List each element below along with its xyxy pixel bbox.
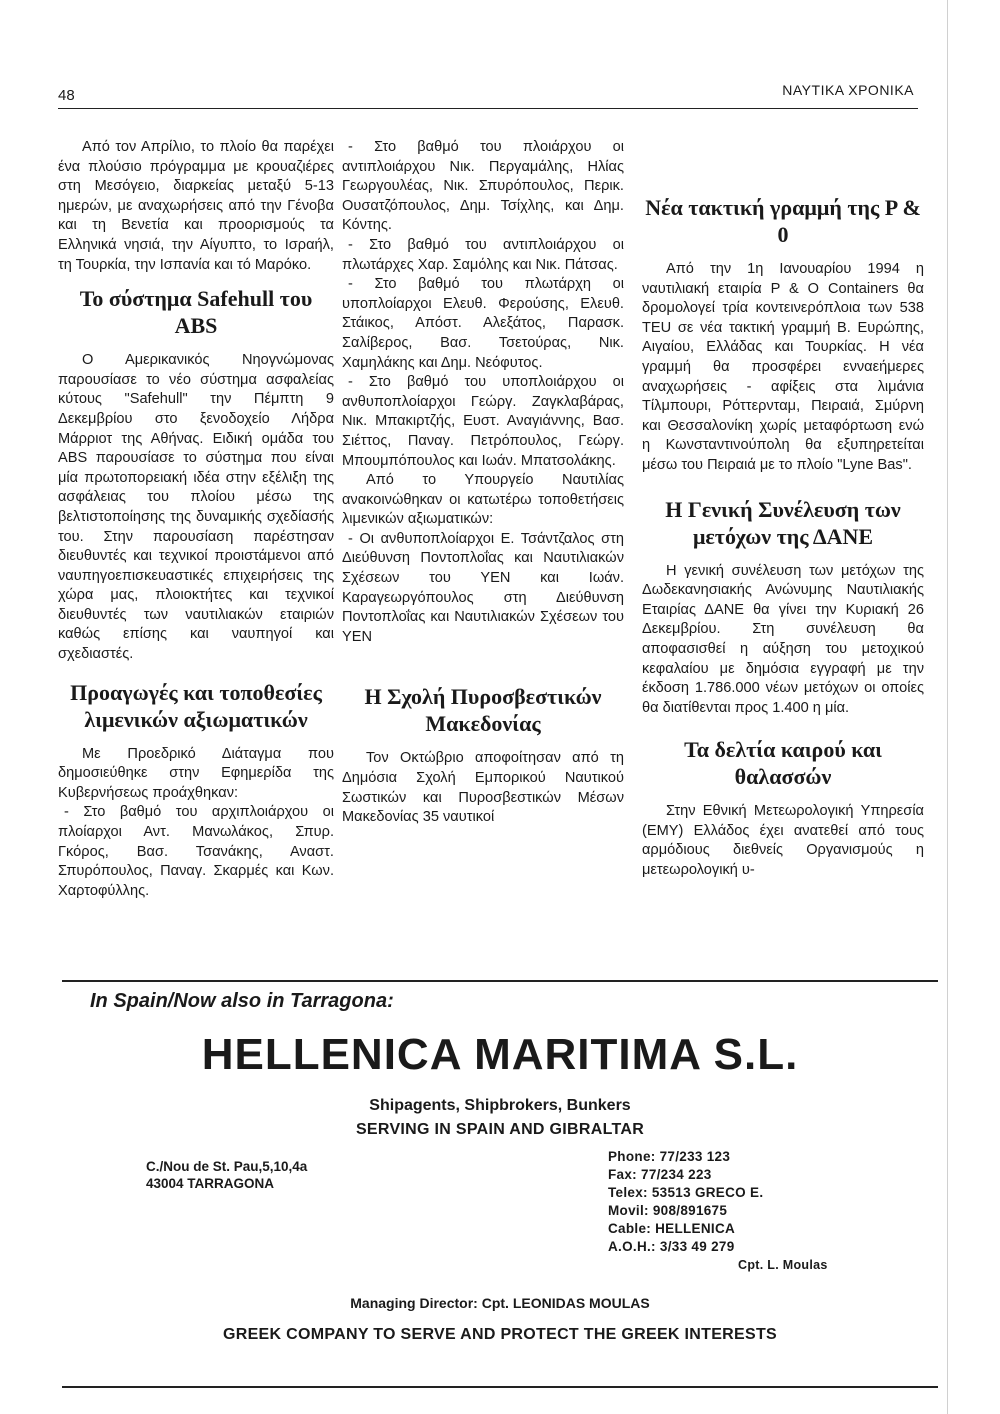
page-edge-line xyxy=(947,0,948,1414)
ad-company-name: HELLENICA MARITIMA S.L. xyxy=(201,1030,799,1079)
article-intro: Από τον Απρίλιο, το πλοίο θα παρέχει ένα πλούσιο πρόγραμμα με κρουαζιέρες στη Μεσόγειο, διαρκείας μεταξύ 5-13 ημερών, με αναχωρήσεις από την Γένοβα και τη Βενετία και προορισμούς τα Ελληνικά νησιά, την Αίγυπτο, το Ισραήλ, τη Τουρκία, την Ισπανία και τό Μαρόκο. xyxy=(58,139,334,273)
ad-fax: Fax: 77/234 223 xyxy=(608,1167,712,1182)
safehull-body: Ο Αμερικανικός Νηογνώμονας παρουσίασε το νέο σύστημα ασφαλείας κύτους "Safehull" την Πέμπτη 9 Δεκεμβρίου στο ξενοδοχείο Λήδρα Μάρριοτ της Αθήνας. Ειδική ομάδα του ABS παρουσίασε το σύστημα που είναι μία πρωτοπορειακή ιδέα στην εξέλιξη της ασφάλειας του πλοίου μέσω της βελτιστοποίησης της δυναμικής σχεδίασής του. Στην παρουσίαση παρέστησαν διευθυντές και τεχνικοί προιστάμενοι από ναυπηγοεπισκευαστικές επιχειρήσεις της χώρα μας, πλοιοκτήτες και τεχνικοί διευθυντές των ναυτιλιακών εταιριών καθώς επίσης και ναυπηγοί και σχεδιαστές. xyxy=(58,352,334,663)
ad-address-city: 43004 TARRAGONA xyxy=(146,1176,275,1191)
ad-contacts xyxy=(608,1148,828,1274)
school-body: Τον Οκτώβριο αποφοίτησαν από τη Δημόσια Σχολή Εμπορικού Ναυτικού Σωστικών και Πυροσβεστικών Μέσων Μακεδονίας 35 ναυτικοί xyxy=(342,750,624,826)
dane-body: Η γενική συνέλευση των μετόχων της Δωδεκανησιακής Ανώνυμης Ναυτιλιακής Εταιρίας ΔΑΝΕ θα γίνει την Κυριακή 26 Δεκεμβρίου. Στη συνέλευση θα αποφασισθεί η αύξηση του μετοχικού κεφαλαίου με δημόσια εγγραφή με την έκδοση 1.786.000 νέων μετόχων οι οποίες θα διατίθενται προς 1.400 η μία. xyxy=(642,562,924,716)
ad-services: Shipagents, Shipbrokers, Bunkers xyxy=(369,1097,631,1114)
ad-slogan: GREEK COMPANY TO SERVE AND PROTECT THE GREEK INTERESTS xyxy=(222,1326,778,1343)
ad-telex: Telex: 53513 GRECO E. xyxy=(608,1185,764,1200)
ad-cable: Cable: HELLENICA xyxy=(608,1221,736,1236)
column-2 xyxy=(342,138,624,980)
promotion-item: - Στο βαθμό του υποπλοιάρχου οι ανθυποπλοίαρχοι Γεώργ. Ζαγκλαβάρας, Νικ. Μπακιρτζής, Ευστ. Αναγιάννης, Βασ. Σιέττος, Παναγ. Πετρόπουλος, Γεώργ. Μπουμπόπουλος και Ιωάν. Μπατσολάκης. xyxy=(342,374,624,469)
ad-phone: Phone: 77/233 123 xyxy=(608,1149,731,1164)
ad-bottom-border xyxy=(62,1386,938,1388)
promotion-item: - Στο βαθμό του αντιπλοιάρχου οι πλωτάρχες Χαρ. Σαμόλης και Νικ. Πάτσας. xyxy=(342,236,624,273)
heading-new-line: Νέα τακτική γραμμή της P & 0 xyxy=(645,195,921,247)
heading-dane: Η Γενική Συνέλευση των μετόχων της ΔΑΝΕ xyxy=(665,496,901,549)
weather-body: Στην Εθνική Μετεωρολογική Υπηρεσία (ΕΜΥ) Ελλάδος έχει ανατεθεί από τους αρμόδιους διεθνείς Οργανισμούς η μετεωρολογική υ- xyxy=(642,803,924,879)
ad-director: Managing Director: Cpt. LEONIDAS MOULAS xyxy=(350,1295,650,1311)
header-rule xyxy=(58,108,918,109)
heading-school: Η Σχολή Πυροσβεστικών Μακεδονίας xyxy=(364,684,602,737)
new-line-body: Από την 1η Ιανουαρίου 1994 η ναυτιλιακή εταιρία P & O Containers θα δρομολογεί τρία κοντεινερόπλοια των 538 TEU σε νέα τακτική γραμμή Β. Ευρώπης, Αιγαίου, Ελλάδας και Τουρκίας. Η νέα γραμμή θα προσφέρει ενναεήμερες αναχωρήσεις - αφίξεις στα λιμάνια Τίλμπουρι, Ρόττερνταμ, Πειραιά, Σμύρνη και Θεσσαλονίκη χωρίς μεταφόρτωση ενώ η Κωνσταντινούπολη θα εξυπηρετείται μέσω του Πειραιά με το πλοίο "Lyne Bas". xyxy=(642,261,924,473)
publication-name: ΝΑΥΤΙΚΑ ΧΡΟΝΙΚΑ xyxy=(782,82,914,98)
ministry-item: - Οι ανθυποπλοίαρχοι Ε. Τσάντζαλος στη Διεύθυνση Ποντοπλοΐας και Ναυτιλιακών Σχέσεων του ΥΕΝ και Ιωάν. Καραγεωργόπουλος στη Διεύθυνση Ποντοπλοΐας και Ναυτιλιακών Σχέσεων του ΥΕΝ xyxy=(342,530,624,645)
column-3 xyxy=(642,138,924,980)
heading-safehull: Το σύστημα Safehull του ABS xyxy=(79,286,313,339)
page-number: 48 xyxy=(58,87,75,104)
advertisement xyxy=(62,980,938,1388)
heading-weather: Τα δελτία καιρού και θαλασσών xyxy=(684,737,882,790)
ad-signature: Cpt. L. Moulas xyxy=(738,1258,828,1272)
ad-movil: Movil: 908/891675 xyxy=(608,1203,728,1218)
promotion-item: - Στο βαθμό του πλοιάρχου οι αντιπλοιάρχου Νικ. Περγαμάλης, Ηλίας Γεωργουλέας, Νικ. Σπυρόπουλος, Περικ. Ουσατζόπουλος, Δημ. Τσίχλης, και Δημ. Κόντης. xyxy=(342,139,624,234)
ad-address xyxy=(146,1158,307,1192)
ad-aoh: A.O.H.: 3/33 49 279 xyxy=(608,1239,735,1254)
ad-address-street: C./Nou de St. Pau,5,10,4a xyxy=(146,1159,308,1174)
ministry-intro: Από το Υπουργείο Ναυτιλίας ανακοινώθηκαν οι κατωτέρω τοποθετήσεις λιμενικών αξιωματικών: xyxy=(342,472,624,528)
promotion-item: - Στο βαθμό του πλωτάρχη οι υποπλοίαρχοι Ελευθ. Φερούσης, Ελευθ. Στάικος, Απόστ. Αλεξάτος, Παρασκ. Σαλίβερος, Βασ. Τσετούρας, Νικ. Χαμηλάκης και Δημ. Νεόφυτος. xyxy=(342,276,624,371)
promotions-intro: Με Προεδρικό Διάταγμα που δημοσιεύθηκε στην Εφημερίδα της Κυβερνήσεως προάχθηκαν: xyxy=(58,745,334,801)
column-1 xyxy=(58,138,334,980)
heading-promotions: Προαγωγές και τοποθεσίες λιμενικών αξιωματικών xyxy=(70,679,322,732)
ad-intro: In Spain/Now also in Tarragona: xyxy=(90,990,394,1012)
ad-top-border xyxy=(62,980,938,982)
promotion-item: - Στο βαθμό του αρχιπλοιάρχου οι πλοίαρχοι Αντ. Μανωλάκος, Σπυρ. Γκόρος, Βασ. Τσανάκης, Αναστ. Σπυρόπουλος, Παναγ. Σκαρμές και Κων. Χαρτοφύλλης. xyxy=(58,804,334,899)
ad-region: SERVING IN SPAIN AND GIBRALTAR xyxy=(355,1121,645,1138)
